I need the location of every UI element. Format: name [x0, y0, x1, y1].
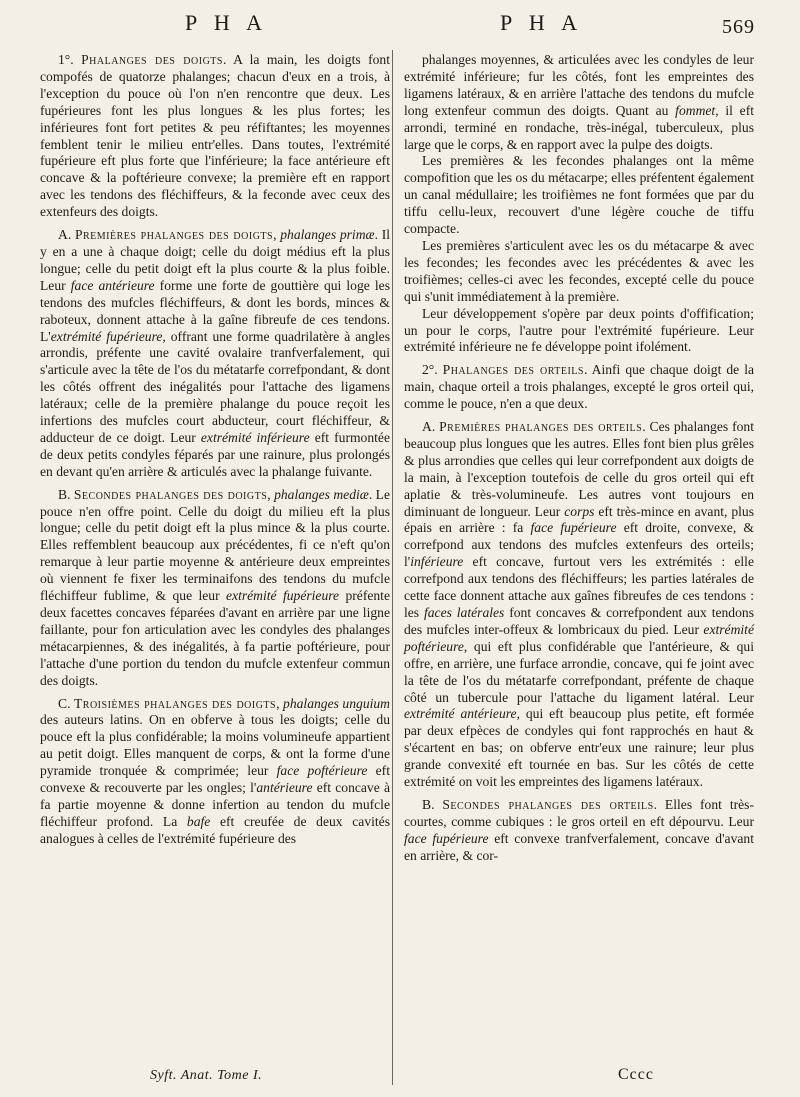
- paragraph: [404, 362, 754, 413]
- text-run: A.: [422, 419, 440, 435]
- section-heading: Troisièmes phalanges des doigts: [73, 695, 277, 711]
- section-heading: Secondes phalanges des orteils: [442, 796, 654, 812]
- italic-term: face fupérieure: [404, 830, 489, 846]
- italic-term: bafe: [186, 813, 211, 829]
- paragraph: [404, 238, 754, 306]
- text-run: Les premières s'articulent avec les os du métacarpe & avec les fecondes; les fecondes avec les précédentes & avec les troifièmes; celles-ci avec les fecondes, excepté celle du pouce qui s'unit immédiatement à la première.: [404, 237, 754, 304]
- italic-term: phalanges primæ: [280, 227, 375, 243]
- paragraph: [40, 696, 390, 848]
- text-run: . Le pouce n'en offre point. Celle du doigt du milieu eft la plus longue; celle du petit doigt eft la plus mince & la plus courte. Elles reffemblent beaucoup aux précédentes, fi ce n'eft qu'on remarque à leur partie moyenne & antérieure deux empreintes où viennent fe fixer les terminaifons des tendons du mufcle fléchiffeur fublime, & que leur: [40, 486, 390, 604]
- section-heading: Premières phalanges des orteils: [439, 419, 643, 435]
- italic-term: phalanges mediæ: [274, 486, 369, 502]
- text-run: A.: [58, 227, 75, 243]
- italic-term: corps: [564, 503, 595, 519]
- text-run: C.: [58, 695, 74, 711]
- text-run: eft convexe & recouverte par les ongles; l': [40, 763, 390, 796]
- text-run: eft très-mince en avant, plus épais en arrière : fa: [404, 503, 754, 536]
- text-run: eft convexe tranfverfalement, concave d'avant en arrière, & cor-: [404, 830, 754, 863]
- column-divider: [392, 50, 393, 1085]
- text-run: ,: [276, 695, 284, 711]
- paragraph: [404, 797, 754, 865]
- text-run: , qui eft beaucoup plus petite, eft formée par deux efpèces de condyles qui font rapprochés en haut & s'écartent en bas; on obferve entr'eux une rainure; leur plus grande convexité eft tournée en bas. Sur les côtés de cette extrémité on voit les empreintes des ligamens latéraux.: [404, 706, 755, 790]
- text-run: . Ainfi que chaque doigt de la main, chaque orteil a trois phalanges, excepté le gros orteil qui, comme le pouce, n'en a que deux.: [404, 362, 755, 412]
- paragraph: [404, 153, 754, 238]
- section-heading: Phalanges des doigts: [81, 52, 223, 67]
- paragraph: [40, 227, 390, 481]
- italic-term: inférieure: [410, 554, 464, 570]
- text-run: B.: [422, 796, 443, 812]
- text-run: eft creufée de deux cavités analogues à celles de l'extrémité fupérieure des: [40, 813, 390, 846]
- text-run: Leur développement s'opère par deux points d'offification; un pour le corps, l'autre pour l'extrémité fupérieure. Leur extrémité inférieure ne fe développe point ifolément.: [404, 305, 754, 355]
- text-run: préfente deux facettes concaves féparées d'avant en arrière par une ligne faillante, pour fon articulation avec les condyles des phalanges métacarpiennes, & des inégalités, à fa partie poftérieure, pour l'attache d'une portion du tendon du mufcle extenfeur commun des doigts.: [40, 588, 390, 688]
- text-run: B.: [58, 486, 74, 502]
- paragraph: [404, 419, 754, 791]
- text-run: , offrant une forme quadrilatère à angles arrondis, préfente une cavité ovalaire tranfverfalement, qui s'articule avec la tête de l'os du métatarfe correfpondant, & dont les côtés offrent des inégalités pour l'attache des ligamens latéraux; celle de la première phalange du pouce reçoit les infertions des mufcles court abducteur, court fléchiffeur, & adducteur de ce doigt. Leur: [40, 328, 390, 445]
- header-left-title: P H A: [185, 10, 268, 35]
- left-column: [40, 52, 390, 848]
- footer-signature: Cccc: [618, 1066, 654, 1083]
- text-run: eft furmontée de deux petits condyles féparés par une rainure, plus prolongés en devant qu'en arrière & articulés avec la phalange fuivante.: [40, 429, 390, 479]
- italic-term: antérieure: [256, 780, 313, 796]
- right-column: [404, 52, 754, 865]
- text-run: , il eft arrondi, terminé en rondache, très-inégal, tuberculeux, plus large que le corps, & en rapport avec la pulpe des doigts.: [404, 102, 755, 152]
- section-heading: Phalanges des orteils: [442, 362, 584, 378]
- italic-term: extrémité fupérieure: [50, 328, 163, 344]
- text-run: , qui eft plus confidérable que l'antérieure, & qui offre, en arrière, une furface arrondie, concave, qui fe joint avec la tête de l'os du métatarfe correfpondant, préfente de chaque côté un tubercule pour l'attache du ligament latéral. Leur: [404, 638, 754, 705]
- italic-term: fommet: [675, 102, 716, 118]
- italic-term: face antérieure: [70, 277, 155, 293]
- italic-term: phalanges unguium: [283, 695, 391, 711]
- text-run: eft concave à fa partie moyenne & donne infertion au tendon du mufcle fléchiffeur profond. La: [40, 780, 390, 829]
- text-run: phalanges moyennes, & articulées avec les condyles de leur extrémité inférieure; fur les côtés, font les empreintes des ligamens latéraux, & en arrière l'attache des tendons du mufcle long extenfeur commun des doigts. Quant au: [404, 52, 754, 118]
- paragraph: [404, 52, 754, 153]
- paragraph: [404, 306, 754, 357]
- italic-term: extrémité antérieure: [404, 706, 517, 722]
- text-run: . Il y en a une à chaque doigt; celle du doigt médius eft la plus longue; celle du petit doigt eft la plus courte & la plus foible. Leur: [40, 227, 391, 293]
- text-run: Les premières & les fecondes phalanges ont la même compofition que les os du métacarpe; elles préfentent également un canal médullaire; les troifièmes ne font formées que par du tiffu cellu-leux, recouvert d'une légère couche de tiffu compacte.: [404, 153, 754, 237]
- text-run: 1°.: [58, 52, 82, 67]
- italic-term: face poftérieure: [276, 763, 368, 779]
- italic-term: faces latérales: [423, 605, 505, 620]
- paragraph: [40, 487, 390, 690]
- text-run: forme une forte de gouttière qui loge les tendons des mufcles fléchiffeurs, & dont les bords, minces & raboteux, donnent attache à la gaîne fibreufe de ces tendons. L': [40, 277, 390, 344]
- italic-term: extrémité inférieure: [200, 429, 310, 445]
- text-run: ,: [273, 227, 281, 243]
- page-number: 569: [722, 16, 755, 38]
- text-run: 2°.: [422, 362, 443, 378]
- section-heading: Secondes phalanges des doigts: [73, 486, 268, 502]
- italic-term: face fupérieure: [530, 520, 617, 536]
- running-header: [0, 10, 800, 46]
- text-run: . Ces phalanges font beaucoup plus longues que les autres. Elles font bien plus grêles & plus arrondies que celles qui leur correfpondent aux doigts de la main, à l'exception toutefois de celle du gros orteil qui eft aplatie & très-volumineufe. Les autres vont toujours en diminuant de longueur. Leur: [404, 419, 754, 519]
- text-run: ,: [267, 486, 275, 502]
- text-run: . Elles font très-courtes, comme cubiques : le gros orteil en eft dépourvu. Leur: [404, 796, 754, 829]
- header-right-title: P H A: [500, 10, 583, 35]
- text-run: des auteurs latins. On en obferve à tous les doigts; celle du pouce eft la plus confidérable; la moins volumineufe appartient au petit doigt. Elles manquent de corps, & ont la forme d'une pyramide tronquée & comprimée; leur: [40, 712, 390, 779]
- italic-term: extrémité poftérieure: [404, 621, 754, 654]
- text-run: eft droite, convexe, & correfpond aux tendons des mufcles extenfeurs des orteils; l': [404, 520, 754, 570]
- footer-volume-note: Syft. Anat. Tome I.: [150, 1068, 263, 1083]
- text-run: font concaves & correfpondent aux tendons des mufcles inter-offeux & lombricaux du pied. Leur: [404, 605, 754, 637]
- section-heading: Premières phalanges des doigts: [74, 227, 274, 243]
- paragraph: [40, 52, 390, 221]
- text-run: . A la main, les doigts font compofés de quatorze phalanges; chacun d'eux en a trois, à l'exception du pouce où l'on n'en rencontre que deux. Les fupérieures font les plus longues & les plus fortes; les inférieures font fort petites & peu réfiftantes; les moyennes femblent tenir le milieu entr'elles. Dans toutes, l'extrémité fupérieure eft plus forte que l'inférieure; la face antérieure eft concave & la poftérieure convexe; la première eft en rapport avec les tendons des fléchiffeurs, & la feconde avec ceux des extenfeurs des doigts.: [40, 52, 390, 220]
- italic-term: extrémité fupérieure: [226, 588, 340, 604]
- text-run: eft concave, furtout vers les extrémités : elle correfpond aux tendons des fléchiffeurs; les parties latérales de cette face donnent attache aux gaînes fibreufes de ces tendons : les: [404, 554, 754, 620]
